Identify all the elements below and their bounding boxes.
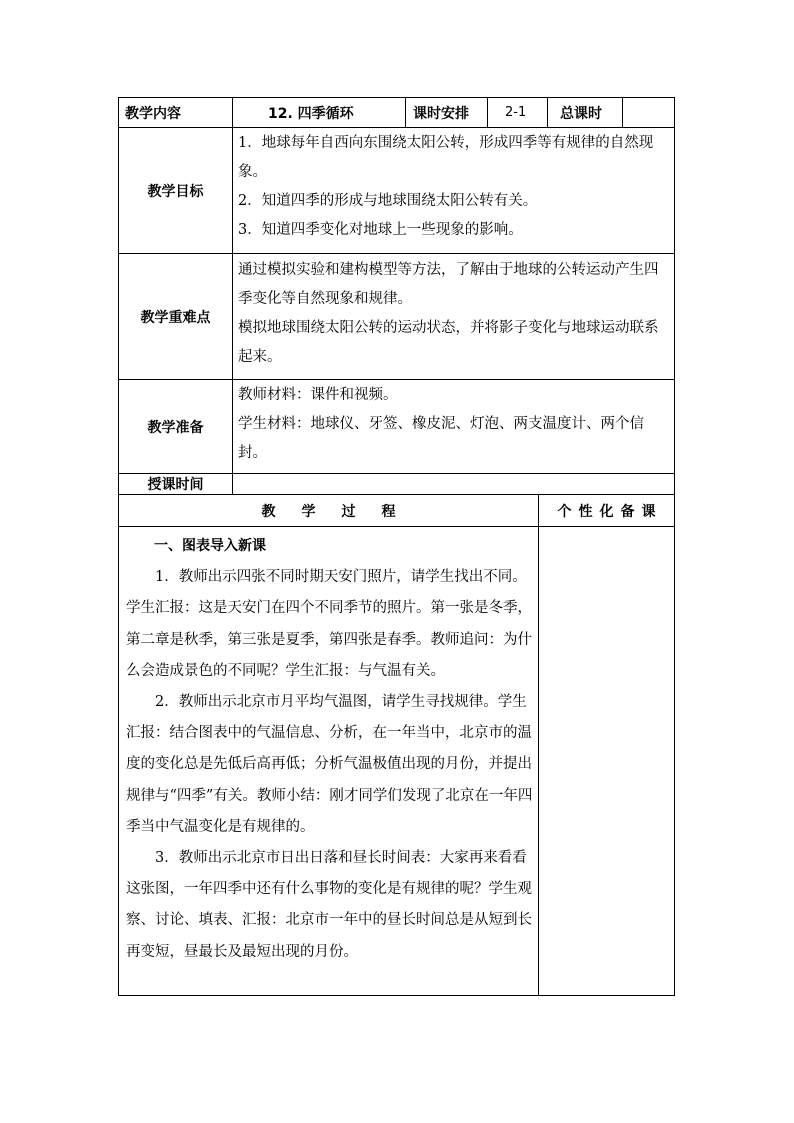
- goal-item: 1．地球每年自西向东围绕太阳公转，形成四季等有规律的自然现象。: [238, 135, 654, 180]
- content-label: 教学内容: [125, 105, 181, 122]
- process-paragraph: 3．教师出示北京市日出日落和昼长时间表：大家再来看看这张图，一年四季中还有什么事物的变化是有规律的呢？学生观察、讨论、填表、汇报：北京市一年中的昼长时间总是从短到长再变短，昼最长及最短出现的月份。: [126, 850, 532, 960]
- preparation-label: 教学准备: [147, 419, 204, 436]
- preparation-item: 教师材料：课件和视频。: [238, 387, 398, 403]
- process-content: [126, 531, 534, 968]
- goal-item: 2．知道四季的形成与地球围绕太阳公转有关。: [238, 193, 538, 209]
- preparation-item: 学生材料：地球仪、牙签、橡皮泥、灯泡、两支温度计、两个信封。: [238, 416, 644, 461]
- notes-header: 个性化备课: [557, 503, 663, 520]
- lesson-title: 12. 四季循环: [268, 105, 354, 122]
- time-label: 授课时间: [147, 477, 204, 493]
- keypoint-item: 模拟地球围绕太阳公转的运动状态，并将影子变化与地球运动联系起来。: [238, 320, 659, 365]
- process-paragraph: 1．教师出示四张不同时期天安门照片，请学生找出不同。学生汇报：这是天安门在四个不同季节的照片。第一张是冬季，第二章是秋季，第三张是夏季，第四张是春季。教师追问：为什么会造成景色的不同呢？学生汇报：与气温有关。: [126, 569, 532, 679]
- goal-item: 3．知道四季变化对地球上一些现象的影响。: [238, 222, 523, 238]
- personal-notes-cell[interactable]: [539, 527, 674, 995]
- total-label: 总课时: [560, 105, 602, 122]
- header-divider-2: [487, 97, 488, 128]
- keypoint-item: 通过模拟实验和建构模型等方法，了解由于地球的公转运动产生四季变化等自然现象和规律。: [238, 262, 659, 307]
- header-divider-3: [547, 97, 548, 128]
- time-value[interactable]: [233, 474, 674, 494]
- process-header: 教学过程: [261, 503, 422, 520]
- schedule-label: 课时安排: [413, 105, 469, 122]
- keypoints-content: [238, 256, 670, 372]
- total-value[interactable]: [623, 98, 674, 127]
- table-border-right: [674, 97, 675, 996]
- table-border-bottom: [118, 995, 675, 996]
- section-title: 一、图表导入新课: [154, 538, 266, 554]
- goals-content: [238, 129, 670, 245]
- process-paragraph: 2．教师出示北京市月平均气温图，请学生寻找规律。学生汇报：结合图表中的气温信息、分析，在一年当中，北京市的温度的变化总是先低后高再低；分析气温极值出现的月份，并提出规律与“四季”有关。教师小结：刚才同学们发现了北京在一年四季当中气温变化是有规律的。: [126, 694, 533, 835]
- header-divider-1: [405, 97, 406, 128]
- keypoints-label: 教学重难点: [140, 309, 211, 326]
- goals-label: 教学目标: [147, 183, 204, 200]
- label-column-divider: [232, 97, 233, 495]
- preparation-content: [238, 381, 670, 468]
- schedule-value: 2-1: [505, 105, 527, 120]
